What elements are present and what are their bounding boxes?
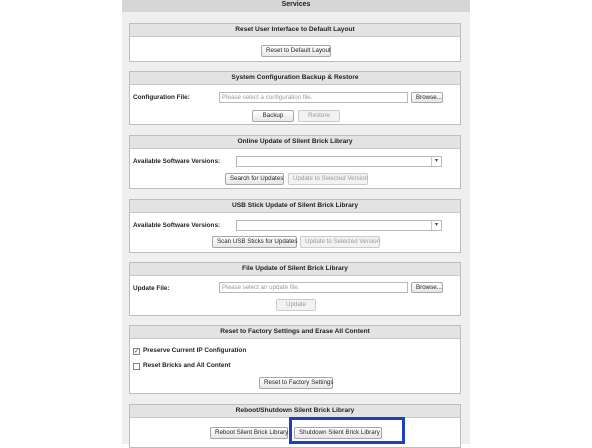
- search-updates-button[interactable]: Search for Updates: [225, 173, 284, 185]
- update-browse-button[interactable]: Browse...: [411, 282, 443, 293]
- usb-update-header: USB Stick Update of Silent Brick Library: [130, 200, 460, 213]
- shutdown-button[interactable]: Shutdown Silent Brick Library: [294, 427, 382, 439]
- preserve-ip-checkbox[interactable]: [133, 348, 140, 355]
- usb-update-panel: [129, 199, 461, 253]
- reset-bricks-checkbox[interactable]: [133, 363, 140, 370]
- online-update-selected-button[interactable]: Update to Selected Version: [288, 173, 368, 185]
- backup-panel: [129, 71, 461, 125]
- reset-bricks-label: Reset Bricks and All Content: [143, 362, 231, 369]
- preserve-ip-label: Preserve Current IP Configuration: [143, 347, 247, 354]
- checkmark-icon: ✓: [134, 349, 140, 355]
- chevron-down-icon: ▾: [431, 221, 441, 230]
- services-page: [122, 0, 470, 444]
- usb-update-selected-button[interactable]: Update to Selected Version: [300, 236, 380, 248]
- reset-ui-panel: [129, 23, 461, 62]
- online-versions-label: Available Software Versions:: [133, 158, 221, 165]
- shutdown-highlight: [289, 417, 405, 444]
- usb-versions-select[interactable]: [236, 220, 442, 231]
- factory-reset-panel: [129, 325, 461, 394]
- scan-usb-button[interactable]: Scan USB Sticks for Updates: [212, 236, 297, 248]
- file-update-header: File Update of Silent Brick Library: [130, 263, 460, 276]
- reset-factory-button[interactable]: Reset to Factory Settings: [259, 377, 333, 389]
- online-versions-select[interactable]: [236, 156, 442, 167]
- reset-ui-header: Reset User Interface to Default Layout: [130, 24, 460, 37]
- backup-header: System Configuration Backup & Restore: [130, 72, 460, 85]
- file-update-panel: [129, 262, 461, 316]
- backup-button[interactable]: Backup: [252, 110, 294, 122]
- config-browse-button[interactable]: Browse...: [411, 92, 443, 103]
- configuration-file-input[interactable]: Please select a configuration file.: [219, 92, 408, 103]
- configuration-file-label: Configuration File:: [133, 94, 190, 101]
- reboot-button[interactable]: Reboot Silent Brick Library: [210, 427, 288, 439]
- update-file-label: Update File:: [133, 285, 170, 292]
- reset-default-layout-button[interactable]: Reset to Default Layout: [261, 45, 331, 57]
- update-file-input[interactable]: Please select an update file.: [219, 282, 408, 293]
- reboot-header: Reboot/Shutdown Silent Brick Library: [130, 405, 460, 418]
- factory-reset-header: Reset to Factory Settings and Erase All Content: [130, 326, 460, 339]
- update-button[interactable]: Update: [276, 299, 316, 311]
- page-title: Services: [122, 0, 470, 12]
- restore-button[interactable]: Restore: [298, 110, 340, 122]
- online-update-panel: [129, 135, 461, 189]
- online-update-header: Online Update of Silent Brick Library: [130, 136, 460, 149]
- usb-versions-label: Available Software Versions:: [133, 222, 221, 229]
- chevron-down-icon: ▾: [431, 157, 441, 166]
